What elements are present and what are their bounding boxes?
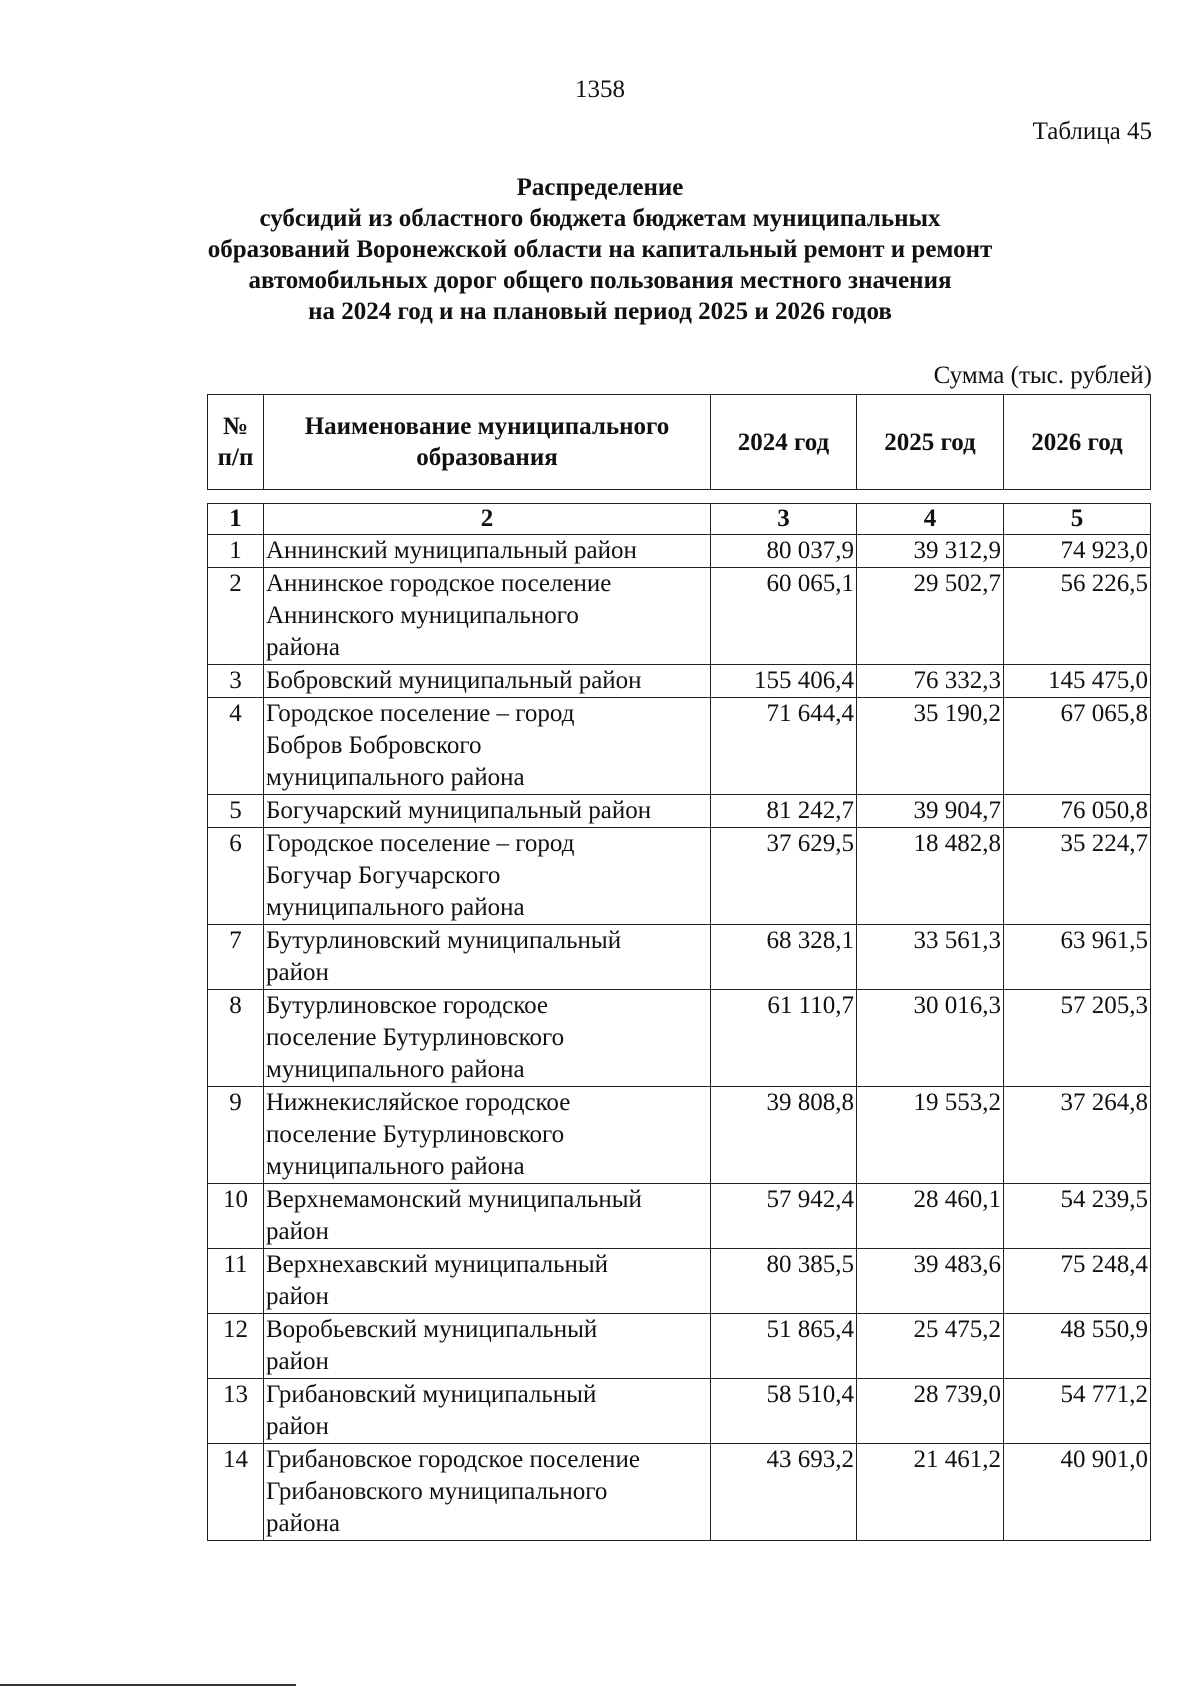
amount-2025: 21 461,2 — [857, 1444, 1004, 1541]
amount-2024: 68 328,1 — [711, 925, 857, 990]
municipality-name — [264, 990, 711, 1087]
table-row — [208, 828, 1151, 925]
amount-2025: 39 904,7 — [857, 795, 1004, 828]
header-number-line: п/п — [217, 444, 254, 471]
table-row — [208, 698, 1151, 795]
amount-2024: 81 242,7 — [711, 795, 857, 828]
municipality-name-line: район — [266, 959, 329, 986]
municipality-name-line: район — [266, 1218, 329, 1245]
footer-divider — [0, 1684, 296, 1686]
title-line: автомобильных дорог общего пользования местного значения — [248, 267, 952, 294]
amount-2025: 19 553,2 — [857, 1087, 1004, 1184]
amount-2025: 35 190,2 — [857, 698, 1004, 795]
municipality-name — [264, 1444, 711, 1541]
row-number: 2 — [208, 568, 264, 665]
municipality-name — [264, 828, 711, 925]
amount-2026: 57 205,3 — [1004, 990, 1151, 1087]
header-number — [208, 395, 264, 490]
header-2025: 2025 год — [857, 395, 1004, 490]
table-row — [208, 1314, 1151, 1379]
amount-2024: 60 065,1 — [711, 568, 857, 665]
row-number: 8 — [208, 990, 264, 1087]
municipality-name-line: муниципального района — [266, 1153, 525, 1180]
row-number: 12 — [208, 1314, 264, 1379]
amount-2024: 37 629,5 — [711, 828, 857, 925]
amount-2026: 48 550,9 — [1004, 1314, 1151, 1379]
column-number: 4 — [857, 504, 1004, 535]
municipality-name — [264, 1314, 711, 1379]
amount-2025: 18 482,8 — [857, 828, 1004, 925]
amount-2025: 76 332,3 — [857, 665, 1004, 698]
header-2026: 2026 год — [1004, 395, 1151, 490]
table-header — [207, 394, 1151, 490]
table-row — [208, 1087, 1151, 1184]
table-row — [208, 665, 1151, 698]
amount-2025: 39 483,6 — [857, 1249, 1004, 1314]
header-name-line: Наименование муниципального — [304, 413, 670, 440]
amount-2026: 37 264,8 — [1004, 1087, 1151, 1184]
municipality-name — [264, 795, 711, 828]
table-row — [208, 1249, 1151, 1314]
municipality-name-line: муниципального района — [266, 1056, 525, 1083]
table-row — [208, 568, 1151, 665]
title-line: на 2024 год и на плановый период 2025 и 2026 годов — [308, 298, 892, 325]
table-row — [208, 925, 1151, 990]
table-label: Таблица 45 — [1032, 118, 1152, 145]
row-number: 10 — [208, 1184, 264, 1249]
municipality-name-line: Аннинского муниципального — [266, 602, 579, 629]
amount-2025: 25 475,2 — [857, 1314, 1004, 1379]
amount-2026: 40 901,0 — [1004, 1444, 1151, 1541]
row-number: 7 — [208, 925, 264, 990]
municipality-name — [264, 925, 711, 990]
amount-2024: 155 406,4 — [711, 665, 857, 698]
amount-2025: 28 739,0 — [857, 1379, 1004, 1444]
amount-2024: 43 693,2 — [711, 1444, 857, 1541]
municipality-name — [264, 1379, 711, 1444]
row-number: 11 — [208, 1249, 264, 1314]
amount-2026: 54 771,2 — [1004, 1379, 1151, 1444]
table-row — [208, 535, 1151, 568]
title-line: Распределение — [516, 174, 684, 201]
page-number: 1358 — [575, 76, 625, 103]
municipality-name-line: района — [266, 634, 340, 661]
column-number: 3 — [711, 504, 857, 535]
amount-2026: 145 475,0 — [1004, 665, 1151, 698]
municipality-name-line: Грибановский муниципальный — [266, 1381, 597, 1408]
table-row — [208, 795, 1151, 828]
header-name — [264, 395, 711, 490]
amount-2025: 33 561,3 — [857, 925, 1004, 990]
municipality-name-line: Городское поселение – город — [266, 700, 575, 727]
row-number: 3 — [208, 665, 264, 698]
municipality-name-line: района — [266, 1510, 340, 1537]
header-number-line: № — [222, 413, 249, 440]
municipality-name-line: район — [266, 1348, 329, 1375]
amount-2025: 30 016,3 — [857, 990, 1004, 1087]
municipality-name-line: Верхнемамонский муниципальный — [266, 1186, 642, 1213]
row-number: 9 — [208, 1087, 264, 1184]
municipality-name-line: муниципального района — [266, 764, 525, 791]
municipality-name — [264, 665, 711, 698]
municipality-name — [264, 1184, 711, 1249]
amount-2025: 29 502,7 — [857, 568, 1004, 665]
amount-2026: 63 961,5 — [1004, 925, 1151, 990]
municipality-name-line: Аннинское городское поселение — [266, 570, 612, 597]
amount-2026: 35 224,7 — [1004, 828, 1151, 925]
column-number: 1 — [208, 504, 264, 535]
municipality-name — [264, 698, 711, 795]
amount-2024: 51 865,4 — [711, 1314, 857, 1379]
row-number: 1 — [208, 535, 264, 568]
amount-2024: 39 808,8 — [711, 1087, 857, 1184]
amount-2025: 39 312,9 — [857, 535, 1004, 568]
amount-2026: 75 248,4 — [1004, 1249, 1151, 1314]
municipality-name-line: поселение Бутурлиновского — [266, 1024, 565, 1051]
municipality-name-line: Бобров Бобровского — [266, 732, 482, 759]
amount-2026: 74 923,0 — [1004, 535, 1151, 568]
data-table — [207, 503, 1151, 1541]
row-number: 6 — [208, 828, 264, 925]
amount-2024: 61 110,7 — [711, 990, 857, 1087]
amount-2024: 80 037,9 — [711, 535, 857, 568]
amount-2025: 28 460,1 — [857, 1184, 1004, 1249]
municipality-name — [264, 535, 711, 568]
municipality-name — [264, 1087, 711, 1184]
municipality-name-line: поселение Бутурлиновского — [266, 1121, 565, 1148]
municipality-name-line: Бутурлиновское городское — [266, 992, 549, 1019]
row-number: 5 — [208, 795, 264, 828]
amount-2024: 57 942,4 — [711, 1184, 857, 1249]
row-number: 13 — [208, 1379, 264, 1444]
table-row — [208, 1184, 1151, 1249]
municipality-name-line: Верхнехавский муниципальный — [266, 1251, 609, 1278]
municipality-name-line: муниципального района — [266, 894, 525, 921]
amount-2024: 71 644,4 — [711, 698, 857, 795]
units-label: Сумма (тыс. рублей) — [933, 362, 1152, 389]
row-number: 14 — [208, 1444, 264, 1541]
municipality-name-line: Воробьевский муниципальный — [266, 1316, 598, 1343]
column-number: 2 — [264, 504, 711, 535]
municipality-name-line: Грибановское городское поселение — [266, 1446, 640, 1473]
municipality-name-line: Богучарский муниципальный район — [266, 797, 652, 824]
amount-2026: 76 050,8 — [1004, 795, 1151, 828]
amount-2024: 58 510,4 — [711, 1379, 857, 1444]
table-row — [208, 1379, 1151, 1444]
column-number: 5 — [1004, 504, 1151, 535]
municipality-name — [264, 1249, 711, 1314]
municipality-name-line: район — [266, 1413, 329, 1440]
municipality-name-line: Нижнекисляйское городское — [266, 1089, 571, 1116]
title-line: образований Воронежской области на капитальный ремонт и ремонт — [207, 236, 993, 263]
amount-2024: 80 385,5 — [711, 1249, 857, 1314]
amount-2026: 67 065,8 — [1004, 698, 1151, 795]
row-number: 4 — [208, 698, 264, 795]
header-name-line: образования — [416, 444, 558, 471]
title-line: субсидий из областного бюджета бюджетам муниципальных — [259, 205, 941, 232]
municipality-name-line: Городское поселение – город — [266, 830, 575, 857]
amount-2026: 54 239,5 — [1004, 1184, 1151, 1249]
municipality-name-line: Богучар Богучарского — [266, 862, 501, 889]
municipality-name-line: район — [266, 1283, 329, 1310]
column-numbers-row — [208, 504, 1151, 535]
municipality-name-line: Аннинский муниципальный район — [266, 537, 637, 564]
table-row — [208, 1444, 1151, 1541]
municipality-name-line: Грибановского муниципального — [266, 1478, 608, 1505]
header-2024: 2024 год — [711, 395, 857, 490]
amount-2026: 56 226,5 — [1004, 568, 1151, 665]
municipality-name-line: Бобровский муниципальный район — [266, 667, 642, 694]
municipality-name — [264, 568, 711, 665]
table-row — [208, 990, 1151, 1087]
document-title — [150, 172, 1050, 327]
municipality-name-line: Бутурлиновский муниципальный — [266, 927, 622, 954]
